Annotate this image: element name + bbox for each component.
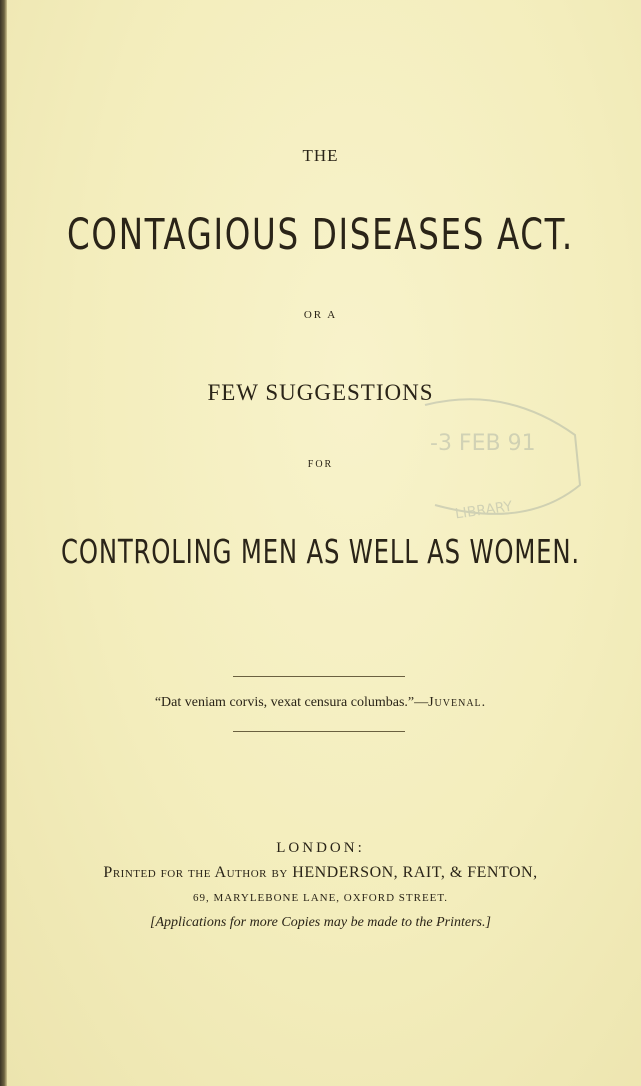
imprint-address: 69, MARYLEBONE LANE, OXFORD STREET. (192, 892, 449, 904)
epigraph-text: “Dat veniam corvis, vexat censura columbas.”— (154, 695, 429, 710)
epigraph (0, 695, 641, 711)
stamp-library: LIBRARY (454, 498, 514, 523)
imprint-note: [Applications for more Copies may be made to the Printers.] (150, 915, 491, 930)
title-or-a: OR A (303, 309, 338, 321)
stamp-date: -3 FEB 91 (430, 431, 536, 456)
title-for: FOR (307, 459, 334, 470)
epigraph-author: Juvenal. (428, 695, 487, 710)
imprint-printers: HENDERSON, RAIT, & FENTON, (292, 864, 538, 881)
subtitle-few-suggestions: FEW SUGGESTIONS (207, 380, 434, 405)
imprint-printed (0, 864, 641, 882)
divider-rule-top (233, 676, 405, 677)
imprint-printed-for: Printed for the Author by (103, 864, 288, 881)
subtitle-controling: CONTROLING MEN AS WELL AS WOMEN. (61, 532, 580, 571)
title-the: THE (302, 146, 339, 165)
imprint-city: LONDON: (276, 840, 365, 856)
divider-rule-bottom (233, 731, 405, 732)
main-title: CONTAGIOUS DISEASES ACT. (67, 210, 574, 260)
